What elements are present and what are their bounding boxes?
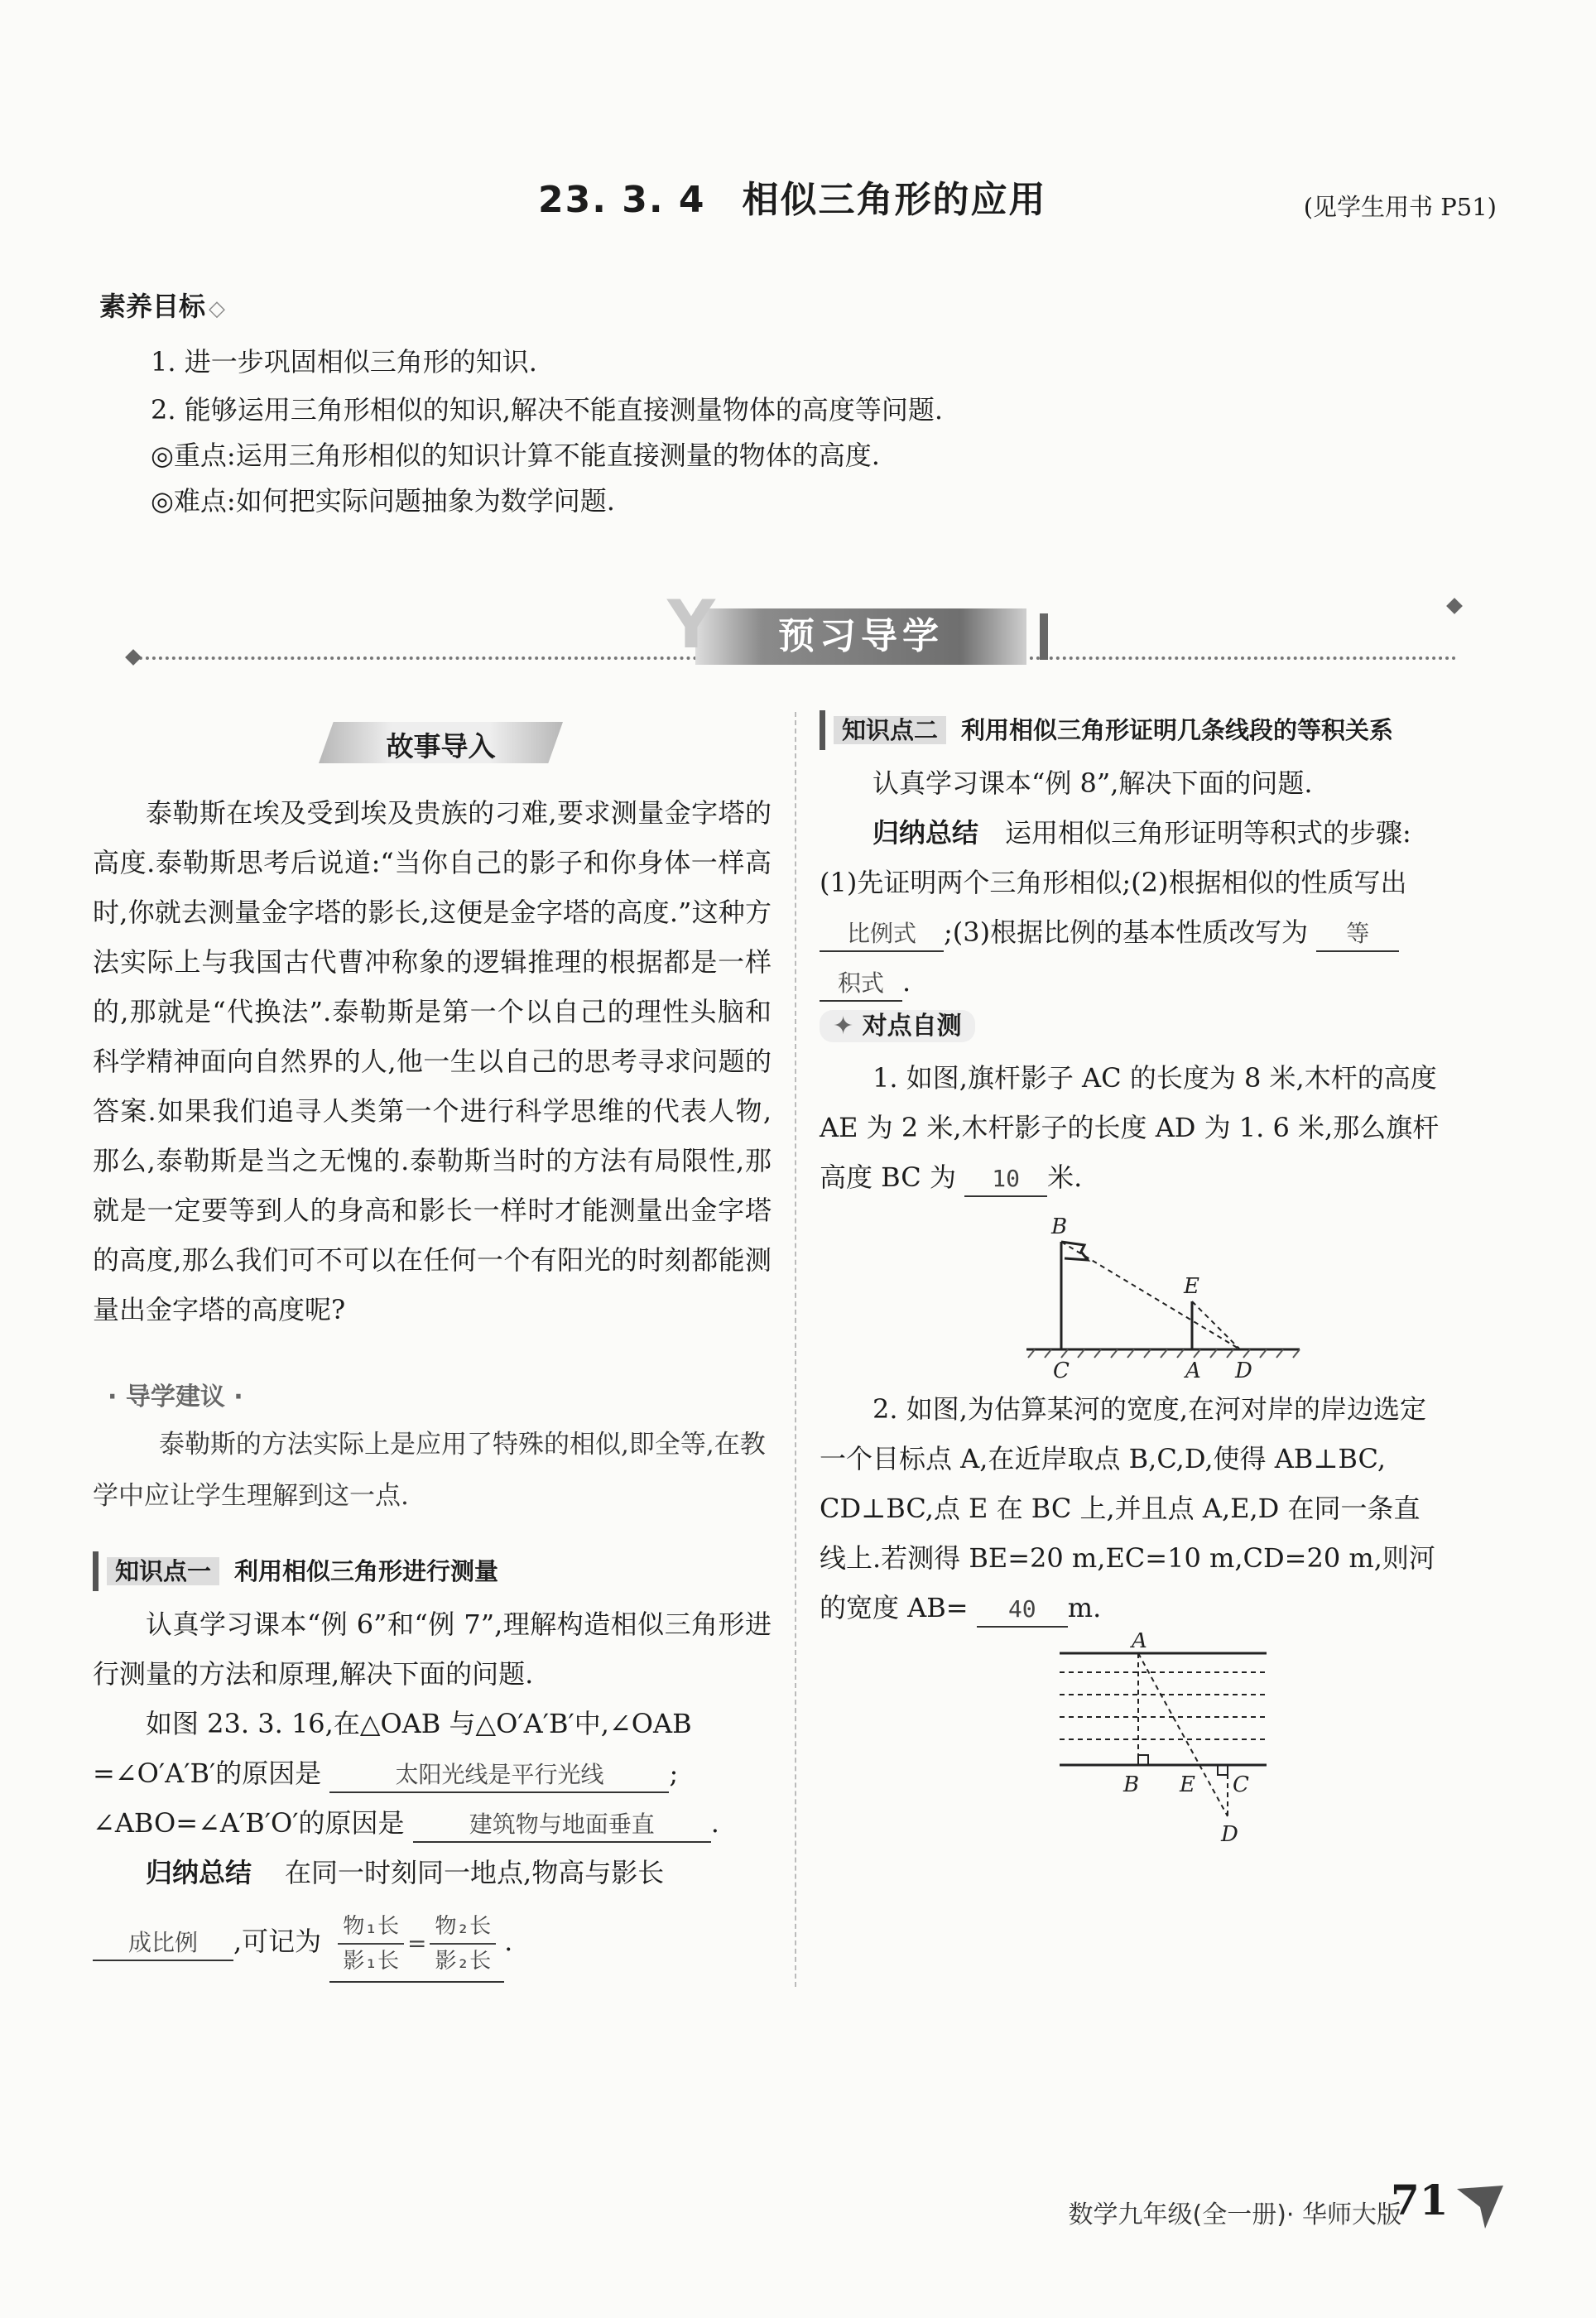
kp1-question-line1: 如图 23. 3. 16,在△OAB 与△O′A′B′中,∠OAB xyxy=(146,1708,692,1739)
q1-answer: 10 xyxy=(964,1162,1047,1197)
section-number: 23. 3. 4 xyxy=(538,179,706,221)
self-test-tag xyxy=(820,1010,975,1042)
kp1-answer-proportional: 成比例 xyxy=(93,1926,233,1961)
q2-line2: 一个目标点 A,在近岸取点 B,C,D,使得 AB⊥BC, xyxy=(820,1443,1387,1474)
fraction-object1: $\frac{\text{物₁长}}{\text{影₁长}}$ xyxy=(338,1910,404,1978)
fig2-label-B: B xyxy=(1123,1772,1140,1797)
q1-line3 xyxy=(820,1152,1498,1202)
kp2-summary-line1 xyxy=(820,808,1498,858)
river-figure xyxy=(1047,1633,1296,1856)
kp1-title: 利用相似三角形进行测量 xyxy=(234,1557,499,1585)
banner-left-dot xyxy=(125,649,142,666)
guide-label: · 导学建议 · xyxy=(108,1383,243,1411)
fig2-label-E: E xyxy=(1180,1772,1195,1797)
right-angle-C xyxy=(1218,1765,1228,1775)
section-title xyxy=(538,170,1047,223)
story-tag-label: 故事导入 xyxy=(386,730,496,762)
fig1-label-B: B xyxy=(1051,1214,1068,1239)
self-test-heading xyxy=(820,1005,1498,1041)
book-reference: (见学生用书 P51) xyxy=(1303,193,1497,221)
kp2-answer-ratio: 比例式 xyxy=(820,917,944,952)
kp2-summary-text3: ;(3)根据比例的基本性质改写为 xyxy=(944,916,1309,948)
kp2-summary-end: . xyxy=(902,966,911,998)
kp1-question-line2 xyxy=(93,1748,772,1798)
kp2-answer-part2: 积式 xyxy=(820,967,902,1002)
fig2-label-C: C xyxy=(1233,1772,1249,1797)
star-icon: ✦ xyxy=(833,1012,854,1041)
kp1-tag: 知识点一 xyxy=(107,1557,219,1585)
preview-section-banner xyxy=(132,586,1457,666)
sunlight-ray-1 xyxy=(1061,1242,1240,1349)
q2-line5-text: 的宽度 AB= xyxy=(820,1592,969,1623)
sunlight-ray-2 xyxy=(1192,1301,1240,1349)
kp1-formula-prefix: ,可记为 xyxy=(233,1926,322,1957)
knowledge-point-2-heading xyxy=(820,710,1512,750)
kp1-answer-vertical-building: 建筑物与地面垂直 xyxy=(413,1808,711,1843)
self-test-label: 对点自测 xyxy=(862,1012,962,1041)
guide-text: 泰勒斯的方法实际上是应用了特殊的相似,即全等,在教学中应让学生理解到这一点. xyxy=(93,1430,766,1511)
q2-line1: 2. 如图,为估算某河的宽度,在河对岸的岸边选定 xyxy=(873,1393,1427,1425)
fig1-label-A: A xyxy=(1185,1359,1201,1383)
fraction-object2: $\frac{\text{物₂长}}{\text{影₂长}}$ xyxy=(430,1910,496,1978)
kp1-summary-text: 在同一时刻同一地点,物高与影长 xyxy=(285,1857,665,1888)
fig1-label-D: D xyxy=(1235,1359,1252,1383)
corner-ornament-icon xyxy=(1455,2182,1505,2232)
fig2-label-D: D xyxy=(1221,1822,1238,1847)
kp1-summary-label: 归纳总结 xyxy=(146,1857,252,1888)
footer-book-title: 数学九年级(全一册)· 华师大版 xyxy=(1068,2200,1401,2229)
kp2-answer-part1: 等 xyxy=(1316,917,1399,952)
column-divider xyxy=(795,712,796,1987)
kp1-question-line3 xyxy=(93,1798,772,1848)
kp1-q3-text: ∠ABO=∠A′B′O′的原因是 xyxy=(93,1807,405,1839)
diamond-arrow-icon: ◇ xyxy=(209,296,226,321)
q2-answer: 40 xyxy=(977,1593,1068,1628)
kp2-summary-label: 归纳总结 xyxy=(873,817,979,849)
banner-right-dot xyxy=(1446,598,1463,614)
q1-line3-end: 米. xyxy=(1047,1161,1083,1193)
q2-line4: 线上.若测得 BE=20 m,EC=10 m,CD=20 m,则河 xyxy=(820,1542,1435,1574)
kp1-summary xyxy=(93,1848,772,1897)
q1-line3-text: 高度 BC 为 xyxy=(820,1161,956,1193)
kp2-title: 利用相似三角形证明几条线段的等积关系 xyxy=(961,716,1394,744)
kp2-summary-line2: (1)先证明两个三角形相似;(2)根据相似的性质写出 xyxy=(820,867,1407,898)
kp1-formula-end: . xyxy=(504,1926,513,1957)
banner-label-text: 预习导学 xyxy=(778,615,944,657)
page-number: 71 xyxy=(1391,2176,1449,2224)
goal-item-2: 2. 能够运用三角形相似的知识,解决不能直接测量物体的高度等问题. xyxy=(151,394,944,426)
q2-line3: CD⊥BC,点 E 在 BC 上,并且点 A,E,D 在同一条直 xyxy=(820,1493,1421,1524)
kp1-formula-blank: $\frac{\text{物₁长}}{\text{影₁长}}$ = $\frac{\text{物₂长}}{\text{影₂长}}$ xyxy=(329,1905,504,1983)
q1-line1: 1. 如图,旗杆影子 AC 的长度为 8 米,木杆的高度 xyxy=(873,1062,1437,1094)
kp1-answer-parallel-light: 太阳光线是平行光线 xyxy=(329,1758,669,1793)
flagpole-figure xyxy=(1018,1209,1316,1383)
kp1-q2-end: ; xyxy=(669,1758,679,1789)
knowledge-point-1-heading xyxy=(93,1551,786,1591)
banner-letter: Y xyxy=(667,586,720,663)
story-paragraph: 泰勒斯在埃及受到埃及贵族的刁难,要求测量金字塔的高度.泰勒斯思考后说道:“当你自己的影子和你身体一样高时,你就去测量金字塔的影长,这便是金字塔的高度.”这种方法实际上与我国古代曹冲称象的逻辑推理的根据都是一样的,那就是“代换法”.泰勒斯是第一个以自己的理性头脑和科学精神面向自然界的人,他一生以自己的思考寻求问题的答案.如果我们追寻人类第一个进行科学思维的代表人物,那么,泰勒斯是当之无愧的.泰勒斯当时的方法有局限性,那就是一定要等到人的身高和影长一样时才能测量出金字塔的高度,那么我们可不可以在任何一个有阳光的时刻都能测量出金字塔的高度呢? xyxy=(93,797,772,1325)
fig2-label-A: A xyxy=(1132,1633,1147,1653)
kp1-summary-formula xyxy=(93,1904,772,1983)
q2-line5 xyxy=(820,1583,1498,1633)
goal-item-1: 1. 进一步巩固相似三角形的知识. xyxy=(151,346,537,378)
kp1-intro: 认真学习课本“例 6”和“例 7”,理解构造相似三角形进行测量的方法和原理,解决下面的问题. xyxy=(93,1609,772,1690)
fig1-label-C: C xyxy=(1053,1359,1070,1383)
kp1-q2-text: =∠O′A′B′的原因是 xyxy=(93,1758,322,1789)
kp1-q3-end: . xyxy=(710,1807,719,1839)
banner-label xyxy=(667,586,1026,665)
goals-heading xyxy=(99,286,225,324)
goal-key-point: ◎重点:运用三角形相似的知识计算不能直接测量的物体的高度. xyxy=(151,440,880,471)
kp2-summary-text1: 运用相似三角形证明等积式的步骤: xyxy=(1005,817,1411,849)
fig1-label-E: E xyxy=(1184,1274,1199,1299)
banner-bar xyxy=(1040,613,1048,660)
story-tag xyxy=(319,722,563,763)
goals-heading-text: 素养目标 xyxy=(99,291,206,322)
kp2-intro: 认真学习课本“例 8”,解决下面的问题. xyxy=(873,767,1313,799)
q1-line2: AE 为 2 米,木杆影子的长度 AD 为 1. 6 米,那么旗杆 xyxy=(820,1112,1440,1143)
kp2-tag: 知识点二 xyxy=(834,716,946,744)
q2-line5-end: m. xyxy=(1067,1592,1102,1623)
kp2-summary-line4 xyxy=(820,957,1498,1007)
section-title-text: 相似三角形的应用 xyxy=(742,179,1047,221)
right-angle-B xyxy=(1138,1755,1148,1765)
kp2-summary-line3 xyxy=(820,907,1498,957)
guide-block xyxy=(93,1376,772,1522)
goal-difficult-point: ◎难点:如何把实际问题抽象为数学问题. xyxy=(151,485,615,517)
